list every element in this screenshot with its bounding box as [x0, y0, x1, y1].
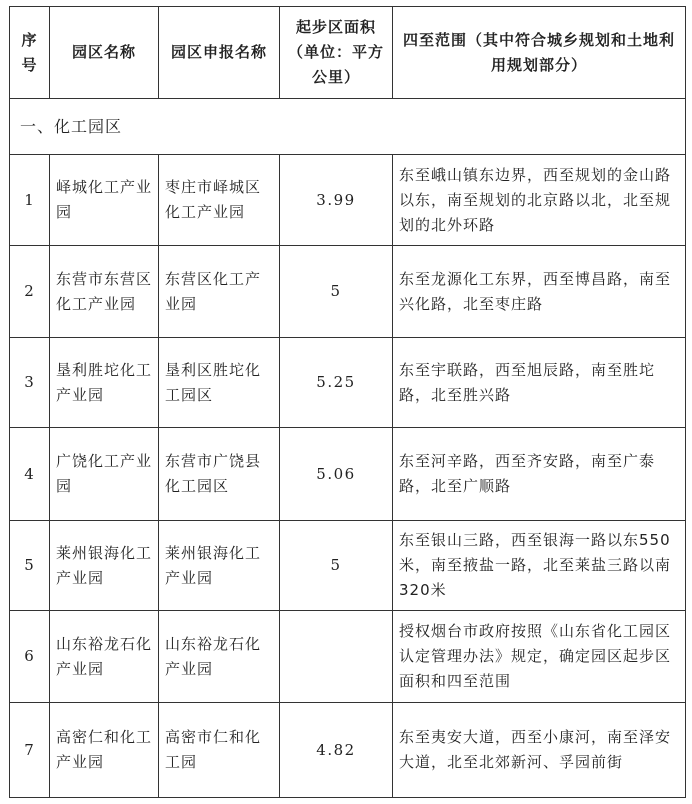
- row-scope: 授权烟台市政府按照《山东省化工园区认定管理办法》规定，确定园区起步区面积和四至范围: [393, 611, 686, 703]
- row-no: 7: [10, 703, 50, 798]
- row-park-name: 莱州银海化工产业园: [50, 521, 159, 611]
- table-row: [10, 703, 686, 798]
- row-area: [280, 611, 393, 703]
- table-row: [10, 428, 686, 521]
- row-apply-name: 东营区化工产业园: [159, 246, 280, 338]
- row-scope: 东至河辛路，西至齐安路，南至广泰路，北至广顺路: [393, 428, 686, 521]
- row-no: 4: [10, 428, 50, 521]
- row-scope: 东至夷安大道，西至小康河，南至泽安大道，北至北郊新河、孚园前街: [393, 703, 686, 798]
- row-area: 5.25: [280, 338, 393, 428]
- row-park-name: 垦利胜坨化工产业园: [50, 338, 159, 428]
- header-no: 序号: [10, 7, 50, 99]
- header-park-name: 园区名称: [50, 7, 159, 99]
- section-row: [10, 99, 686, 155]
- row-park-name: 高密仁和化工产业园: [50, 703, 159, 798]
- row-area: 5: [280, 246, 393, 338]
- row-area: 3.99: [280, 155, 393, 246]
- row-scope: 东至峨山镇东边界，西至规划的金山路以东，南至规划的北京路以北，北至规划的北外环路: [393, 155, 686, 246]
- table-row: [10, 611, 686, 703]
- table-header-row: [10, 7, 686, 99]
- row-no: 3: [10, 338, 50, 428]
- row-no: 6: [10, 611, 50, 703]
- table-row: [10, 246, 686, 338]
- row-no: 1: [10, 155, 50, 246]
- row-park-name: 山东裕龙石化产业园: [50, 611, 159, 703]
- row-apply-name: 莱州银海化工产业园: [159, 521, 280, 611]
- row-park-name: 峄城化工产业园: [50, 155, 159, 246]
- row-apply-name: 山东裕龙石化产业园: [159, 611, 280, 703]
- header-scope: 四至范围（其中符合城乡规划和土地利用规划部分）: [393, 7, 686, 99]
- table-row: [10, 155, 686, 246]
- industrial-park-table: [9, 6, 686, 798]
- row-apply-name: 垦利区胜坨化工园区: [159, 338, 280, 428]
- row-park-name: 东营市东营区化工产业园: [50, 246, 159, 338]
- row-no: 2: [10, 246, 50, 338]
- header-apply-name: 园区申报名称: [159, 7, 280, 99]
- row-area: 4.82: [280, 703, 393, 798]
- row-park-name: 广饶化工产业园: [50, 428, 159, 521]
- row-scope: 东至宇联路，西至旭辰路，南至胜坨路，北至胜兴路: [393, 338, 686, 428]
- row-area: 5.06: [280, 428, 393, 521]
- table-row: [10, 521, 686, 611]
- row-apply-name: 东营市广饶县化工园区: [159, 428, 280, 521]
- header-area: 起步区面积（单位：平方公里）: [280, 7, 393, 99]
- row-apply-name: 高密市仁和化工园: [159, 703, 280, 798]
- row-no: 5: [10, 521, 50, 611]
- row-apply-name: 枣庄市峄城区化工产业园: [159, 155, 280, 246]
- section-title: 一、化工园区: [10, 99, 686, 155]
- table-row: [10, 338, 686, 428]
- row-area: 5: [280, 521, 393, 611]
- row-scope: 东至龙源化工东界，西至博昌路，南至兴化路，北至枣庄路: [393, 246, 686, 338]
- row-scope: 东至银山三路，西至银海一路以东550米，南至掖盐一路，北至莱盐三路以南320米: [393, 521, 686, 611]
